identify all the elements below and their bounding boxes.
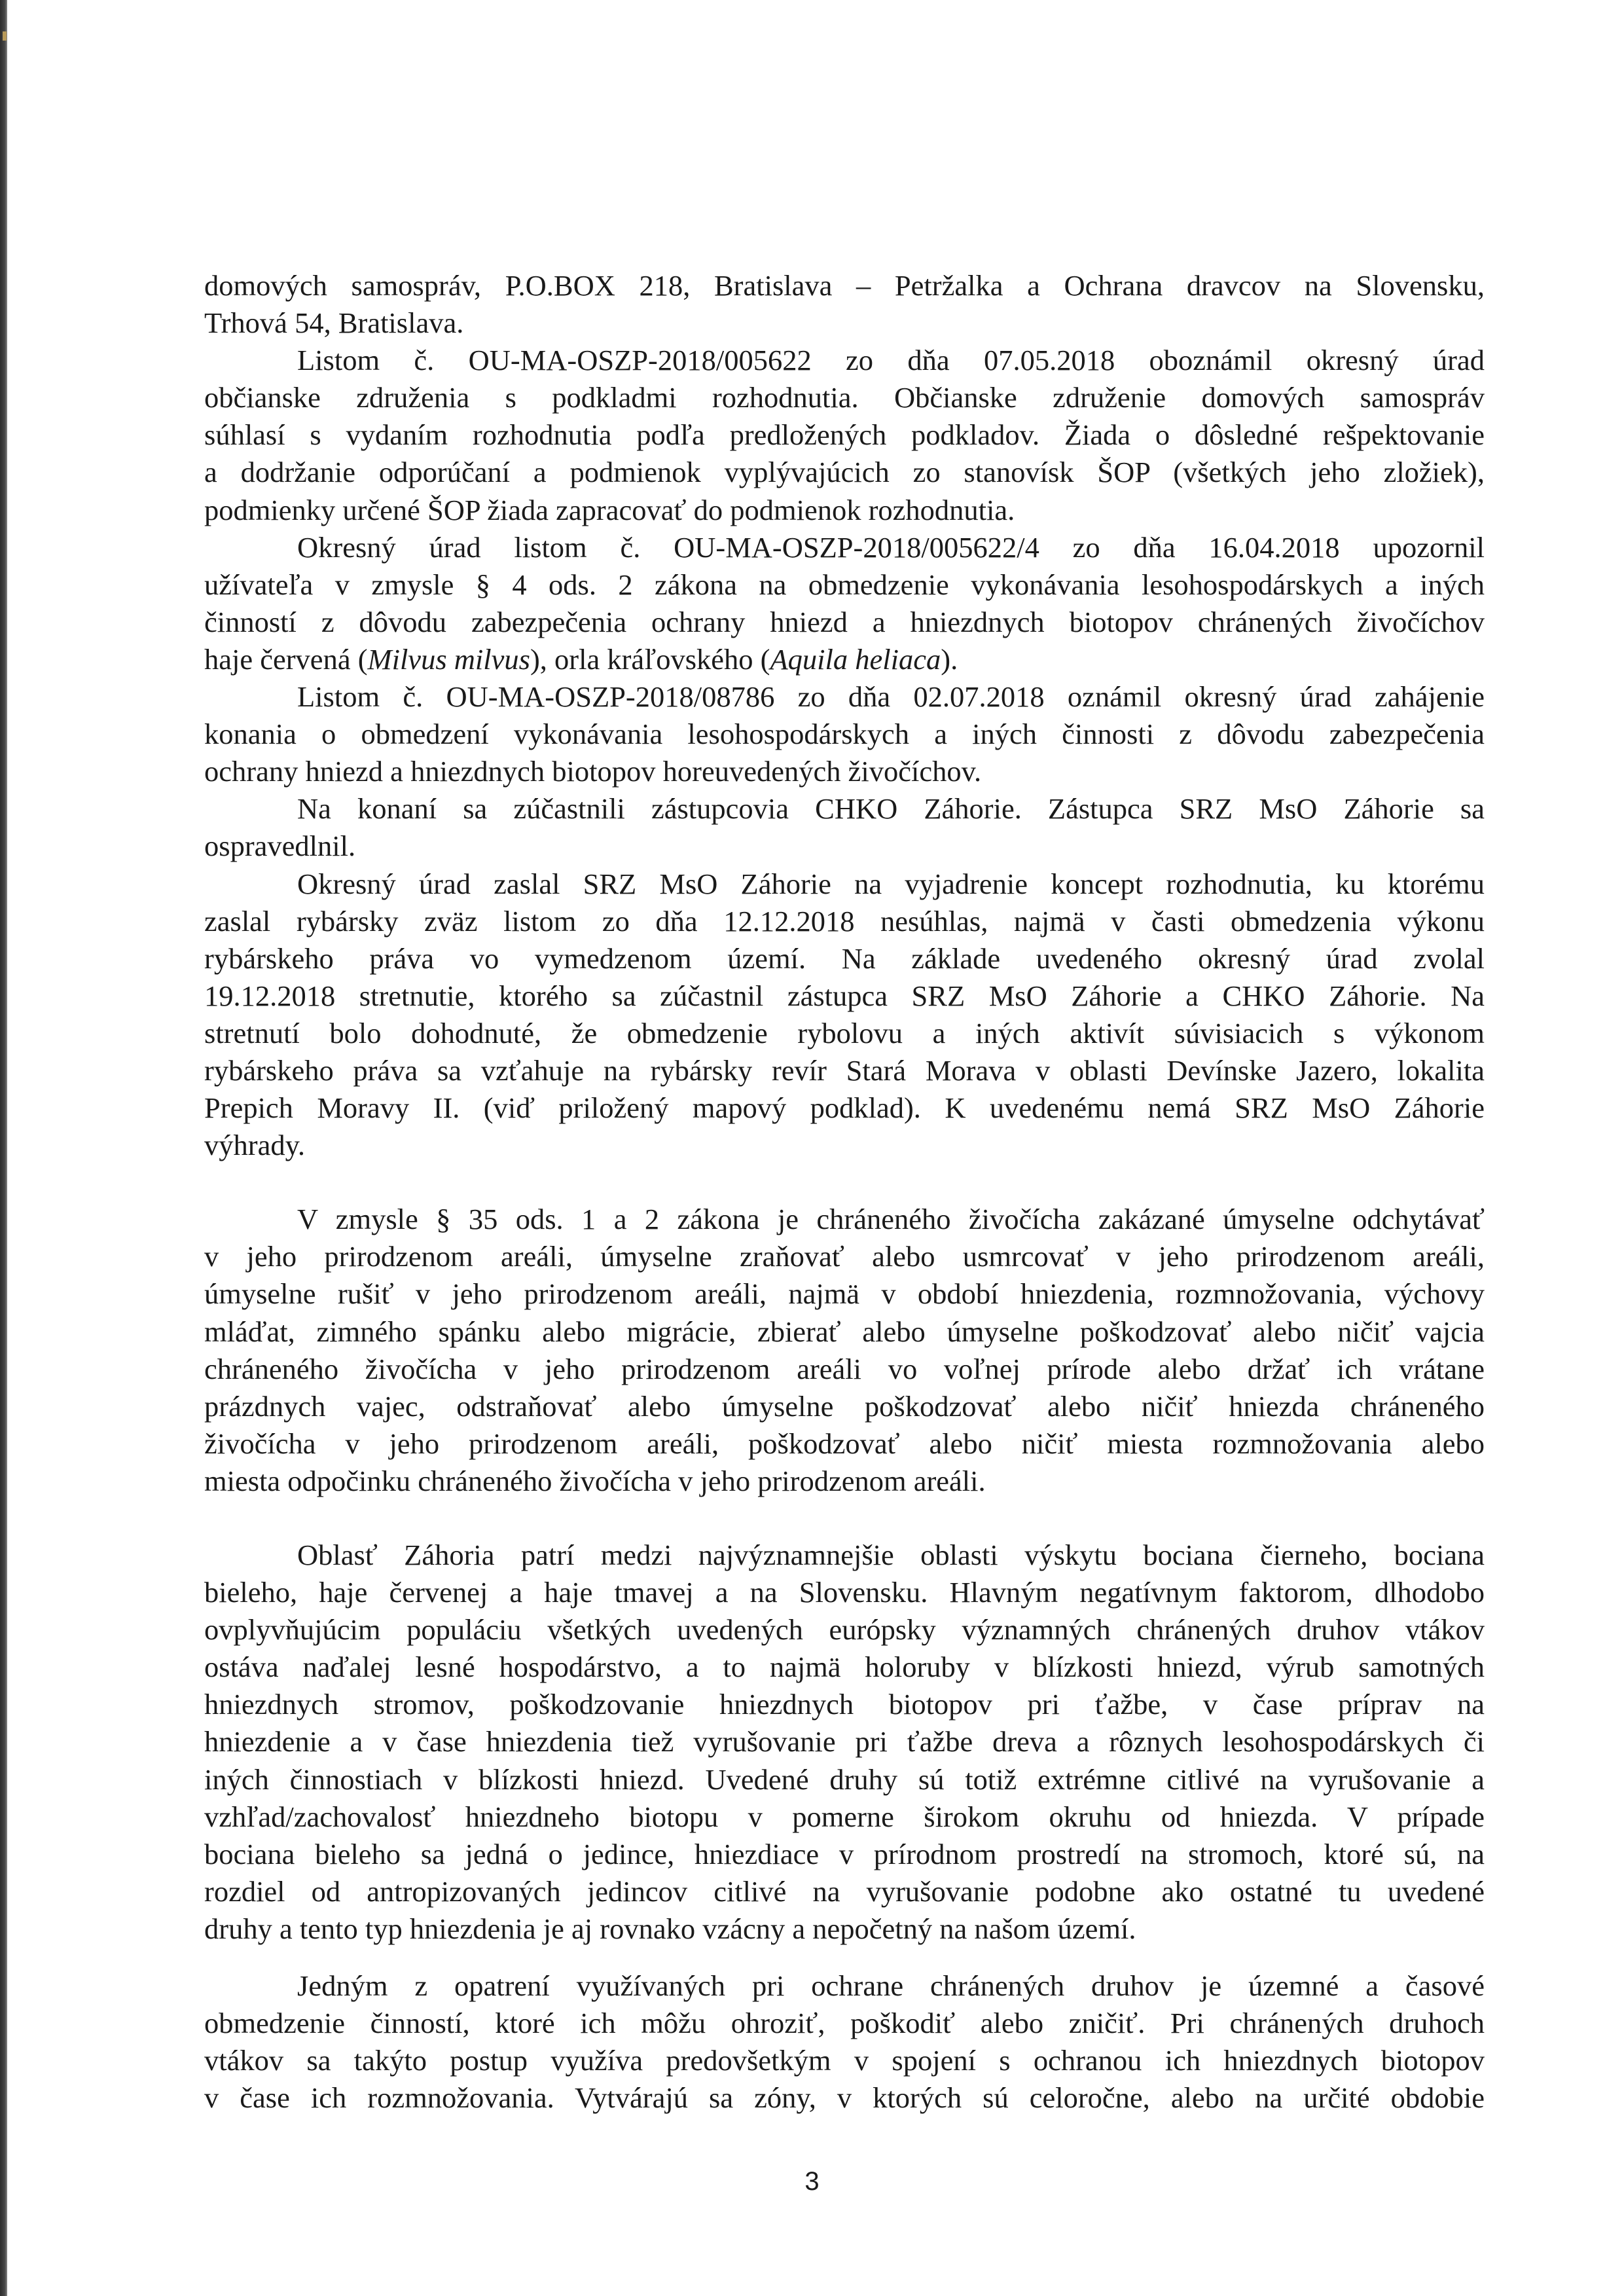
scan-artifact [3, 31, 7, 41]
paragraph-protection-measures [204, 1967, 1485, 2117]
text-line: súhlasí s vydaním rozhodnutia podľa predložených podkladov. Žiada o dôsledné rešpektovanie [204, 418, 1485, 452]
paragraph-notice-0207 [204, 678, 1485, 790]
paragraph-srz-response [204, 866, 1485, 1165]
species-line [204, 641, 1485, 678]
text-line: Listom č. OU-MA-OSZP-2018/005622 zo dňa 07.05.2018 oboznámil okresný úrad [297, 344, 1485, 377]
text-line: V zmysle § 35 ods. 1 a 2 zákona je chráneného živočícha zakázané úmyselne odchytávať [297, 1203, 1485, 1236]
text-line: stretnutí bolo dohodnuté, že obmedzenie rybolovu a iných aktivít súvisiacich s výkonom [204, 1016, 1485, 1049]
paragraph-spacer [204, 1500, 1485, 1537]
text-line: činností z dôvodu zabezpečenia ochrany hniezd a hniezdnych biotopov chránených živočíchov [204, 605, 1485, 638]
species-name-milvus: Milvus milvus [367, 642, 530, 676]
text-line: druhy a tento typ hniezdenia je aj rovnako vzácny a nepočetný na našom území. [204, 1912, 1136, 1945]
text-line: užívateľa v zmysle § 4 ods. 2 zákona na obmedzenie vykonávania lesohospodárskych a iných [204, 568, 1485, 601]
text-line: mláďat, zimného spánku alebo migrácie, zbierať alebo úmyselne poškodzovať alebo ničiť vajcia [204, 1315, 1485, 1348]
text-line: hniezdenie a v čase hniezdenia tiež vyrušovanie pri ťažbe dreva a rôznych lesohospodárskych či [204, 1725, 1485, 1758]
document-body [204, 267, 1485, 2117]
text-line: v jeho prirodzenom areáli, úmyselne zraňovať alebo usmrcovať v jeho prirodzenom areáli, [204, 1240, 1485, 1273]
text-line: v čase ich rozmnožovania. Vytvárajú sa zóny, v ktorých sú celoročne, alebo na určité obdobie [204, 2081, 1485, 2115]
paragraph-notice-1604 [204, 529, 1485, 678]
text-line: zaslal rybársky zväz listom zo dňa 12.12.2018 nesúhlas, najmä v časti obmedzenia výkonu [204, 904, 1485, 938]
text-line: chráneného živočícha v jeho prirodzenom areáli vo voľnej prírode alebo držať ich vrátane [204, 1352, 1485, 1385]
paragraph-spacer [204, 1948, 1485, 1967]
page-number: 3 [804, 2167, 820, 2196]
text-line: Trhová 54, Bratislava. [204, 306, 464, 340]
text-line: bieleho, haje červenej a haje tmavej a na Slovensku. Hlavným negatívnym faktorom, dlhodobo [204, 1576, 1485, 1609]
text-line: iných činnostiach v blízkosti hniezd. Uvedené druhy sú totiž extrémne citlivé na vyrušovanie a [204, 1762, 1485, 1796]
text-line: Jedným z opatrení využívaných pri ochrane chránených druhov je územné a časové [297, 1969, 1485, 2003]
text-line: miesta odpočinku chráneného živočícha v jeho prirodzenom areáli. [204, 1464, 986, 1497]
text-line: ostáva naďalej lesné hospodárstvo, a to najmä holoruby v blízkosti hniezd, výrub samotných [204, 1650, 1485, 1684]
text-line: rozdiel od antropizovaných jedincov citlivé na vyrušovanie podobne ako ostatné tu uvedené [204, 1874, 1485, 1908]
text-line: Listom č. OU-MA-OSZP-2018/08786 zo dňa 02.07.2018 oznámil okresný úrad zahájenie [297, 680, 1485, 714]
scan-edge-shadow [0, 0, 7, 2296]
text-line: hniezdnych stromov, poškodzovanie hniezdnych biotopov pri ťažbe, v čase príprav na [204, 1688, 1485, 1721]
text-line: a dodržanie odporúčaní a podmienok vyplývajúcich zo stanovísk ŠOP (všetkých jeho zložiek), [204, 456, 1485, 489]
text-line: rybárskeho práva sa vzťahuje na rybársky revír Stará Morava v oblasti Devínske Jazero, lokalita [204, 1053, 1485, 1087]
text-fragment: ). [941, 642, 958, 676]
text-line: Okresný úrad listom č. OU-MA-OSZP-2018/005622/4 zo dňa 16.04.2018 upozornil [297, 530, 1485, 564]
text-line: výhrady. [204, 1129, 306, 1162]
text-line: ovplyvňujúcim populáciu všetkých uvedených európsky významných chránených druhov vtákov [204, 1613, 1485, 1647]
text-line: občianske združenia s podkladmi rozhodnutia. Občianske združenie domových samospráv [204, 381, 1485, 414]
text-line: Oblasť Záhoria patrí medzi najvýznamnejšie oblasti výskytu bociana čierneho, bociana [297, 1539, 1485, 1571]
paragraph-spacer [204, 1164, 1485, 1201]
paragraph-participants [204, 790, 1485, 865]
text-fragment: ), orla kráľovského ( [530, 642, 770, 676]
text-line: Okresný úrad zaslal SRZ MsO Záhorie na vyjadrenie koncept rozhodnutia, ku ktorému [297, 867, 1485, 900]
text-line: vtákov sa takýto postup využíva predovšetkým v spojení s ochranou ich hniezdnych biotopov [204, 2044, 1485, 2077]
text-line: úmyselne rušiť v jeho prirodzenom areáli, najmä v období hniezdenia, rozmnožovania, výchovy [204, 1277, 1485, 1311]
text-line: rybárskeho práva vo vymedzenom území. Na základe uvedeného okresný úrad zvolal [204, 941, 1485, 975]
text-line: obmedzenie činností, ktoré ich môžu ohroziť, poškodiť alebo zničiť. Pri chránených druhoch [204, 2007, 1485, 2040]
species-name-aquila: Aquila heliaca [770, 642, 941, 676]
paragraph-notice-0705 [204, 342, 1485, 528]
text-line: bociana bieleho sa jedná o jedince, hniezdiace v prírodnom prostredí na stromoch, ktoré sú, na [204, 1837, 1485, 1870]
text-line: konania o obmedzení vykonávania lesohospodárskych a iných činnosti z dôvodu zabezpečenia [204, 718, 1485, 751]
text-line: ospravedlnil. [204, 829, 356, 863]
text-line: vzhľad/zachovalosť hniezdneho biotopu v pomerne širokom okruhu od hniezda. V prípade [204, 1800, 1485, 1833]
paragraph-address [204, 267, 1485, 342]
text-line: podmienky určené ŠOP žiada zapracovať do podmienok rozhodnutia. [204, 493, 1015, 526]
text-fragment: haje červená ( [204, 642, 368, 676]
text-line: ochrany hniezd a hniezdnych biotopov horeuvedených živočíchov. [204, 755, 982, 788]
text-line: živočícha v jeho prirodzenom areáli, poškodzovať alebo ničiť miesta rozmnožovania alebo [204, 1427, 1485, 1460]
text-line: prázdnych vajec, odstraňovať alebo úmyselne poškodzovať alebo ničiť hniezda chráneného [204, 1389, 1485, 1423]
paragraph-legal-35 [204, 1201, 1485, 1500]
text-line: domových samospráv, P.O.BOX 218, Bratislava – Petržalka a Ochrana dravcov na Slovensku, [204, 269, 1485, 302]
text-line: Prepich Moravy II. (viď priložený mapový podklad). K uvedenému nemá SRZ MsO Záhorie [204, 1091, 1485, 1125]
text-line: Na konaní sa zúčastnili zástupcovia CHKO Záhorie. Zástupca SRZ MsO Záhorie sa [297, 792, 1485, 826]
paragraph-zahorie-birds [204, 1537, 1485, 1948]
text-line: 19.12.2018 stretnutie, ktorého sa zúčastnil zástupca SRZ MsO Záhorie a CHKO Záhorie. Na [204, 979, 1485, 1012]
